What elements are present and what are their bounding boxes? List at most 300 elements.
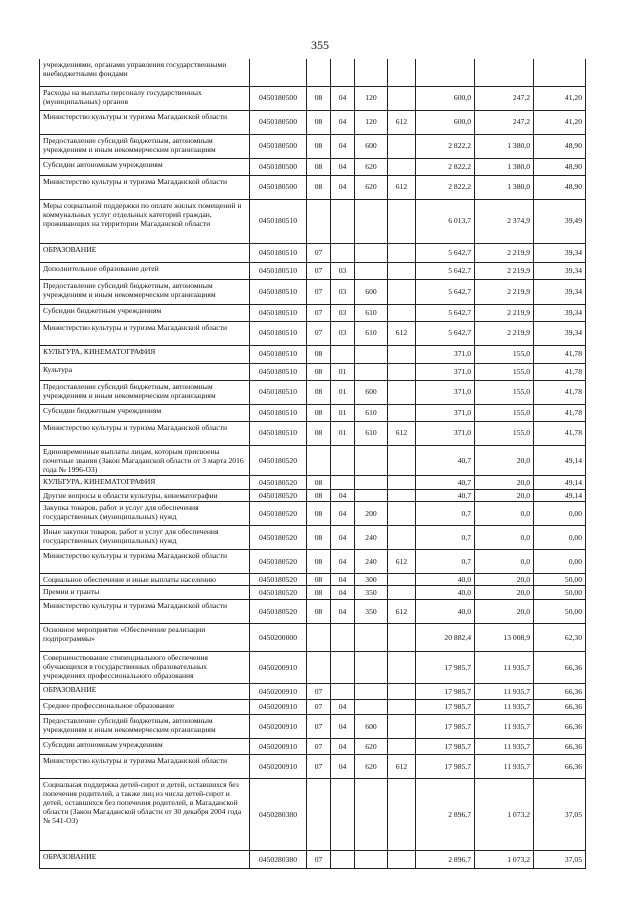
table-row: [40, 158, 586, 175]
cell-sub: 04: [331, 715, 355, 739]
cell-adm: [388, 715, 416, 739]
cell-adm: [388, 304, 416, 321]
cell-plan: 600,0: [416, 86, 475, 110]
cell-csr: 0450180510: [250, 262, 307, 279]
cell-vr: 120: [355, 110, 388, 134]
cell-csr: 0450200910: [250, 700, 307, 715]
cell-name: Субсидии бюджетным учреждениям: [40, 404, 250, 421]
cell-vr: 600: [355, 134, 388, 158]
cell-adm: [388, 779, 416, 851]
cell-csr: 0450180520: [250, 445, 307, 475]
cell-vr: [355, 684, 388, 700]
cell-csr: 0450180510: [250, 380, 307, 404]
cell-csr: 0450180510: [250, 363, 307, 380]
table-row: [40, 110, 586, 134]
cell-vr: [355, 851, 388, 869]
cell-sec: 08: [307, 573, 331, 585]
cell-csr: 0450180500: [250, 110, 307, 134]
cell-exec: 11 935,7: [475, 755, 534, 779]
cell-exec: 2 219,9: [475, 321, 534, 345]
cell-vr: 200: [355, 501, 388, 525]
cell-pct: 0,00: [534, 525, 586, 549]
cell-plan: 17 985,7: [416, 739, 475, 755]
cell-exec: 20,0: [475, 445, 534, 475]
cell-plan: 371,0: [416, 363, 475, 380]
cell-sub: 04: [331, 110, 355, 134]
cell-csr: 0450200910: [250, 715, 307, 739]
cell-csr: [250, 59, 307, 86]
cell-adm: 612: [388, 175, 416, 199]
cell-vr: 610: [355, 304, 388, 321]
cell-adm: [388, 86, 416, 110]
cell-name: Министерство культуры и туризма Магаданской области: [40, 175, 250, 199]
table-row: [40, 624, 586, 652]
cell-name: КУЛЬТУРА, КИНЕМАТОГРАФИЯ: [40, 475, 250, 489]
cell-sub: 01: [331, 404, 355, 421]
cell-pct: 39,34: [534, 262, 586, 279]
cell-csr: 0450180520: [250, 600, 307, 624]
cell-vr: [355, 345, 388, 363]
cell-exec: 247,2: [475, 86, 534, 110]
cell-pct: 48,90: [534, 134, 586, 158]
cell-sec: 08: [307, 404, 331, 421]
cell-pct: 66,36: [534, 652, 586, 684]
cell-sec: 08: [307, 421, 331, 445]
cell-adm: 612: [388, 600, 416, 624]
cell-plan: 5 642,7: [416, 321, 475, 345]
cell-csr: 0450180510: [250, 421, 307, 445]
cell-sec: 08: [307, 134, 331, 158]
table-row: [40, 851, 586, 869]
cell-adm: [388, 158, 416, 175]
cell-csr: 0450180510: [250, 345, 307, 363]
cell-csr: 0450180520: [250, 549, 307, 573]
table-row: [40, 475, 586, 489]
cell-name: Предоставление субсидий бюджетным, автономным учреждениям и иным некоммерческим организациям: [40, 134, 250, 158]
table-row: [40, 345, 586, 363]
cell-sub: 04: [331, 739, 355, 755]
cell-adm: [388, 851, 416, 869]
cell-sec: 08: [307, 110, 331, 134]
budget-table: [39, 59, 586, 869]
cell-adm: [388, 134, 416, 158]
cell-adm: 612: [388, 110, 416, 134]
cell-pct: 41,78: [534, 380, 586, 404]
cell-adm: [388, 573, 416, 585]
cell-exec: 2 219,9: [475, 243, 534, 262]
cell-name: Социальное обеспечение и иные выплаты населению: [40, 573, 250, 585]
cell-adm: [388, 475, 416, 489]
cell-exec: 1 380,0: [475, 175, 534, 199]
cell-adm: [388, 59, 416, 86]
cell-name: Премии и гранты: [40, 586, 250, 600]
table-row: [40, 700, 586, 715]
cell-exec: 11 935,7: [475, 652, 534, 684]
cell-vr: [355, 59, 388, 86]
table-row: [40, 755, 586, 779]
cell-sub: 04: [331, 175, 355, 199]
cell-exec: 2 219,9: [475, 262, 534, 279]
cell-csr: 0450180510: [250, 243, 307, 262]
cell-vr: [355, 779, 388, 851]
cell-name: Предоставление субсидий бюджетным, автономным учреждениям и иным некоммерческим организациям: [40, 715, 250, 739]
cell-name: ОБРАЗОВАНИЕ: [40, 851, 250, 869]
table-row: [40, 715, 586, 739]
cell-pct: 48,90: [534, 158, 586, 175]
cell-adm: [388, 199, 416, 243]
cell-plan: 5 642,7: [416, 243, 475, 262]
cell-sub: [331, 652, 355, 684]
cell-pct: 41,78: [534, 345, 586, 363]
page-number: 355: [311, 38, 329, 52]
cell-sec: 07: [307, 262, 331, 279]
cell-pct: 41,20: [534, 110, 586, 134]
cell-exec: 155,0: [475, 404, 534, 421]
cell-exec: 20,0: [475, 586, 534, 600]
cell-exec: 0,0: [475, 549, 534, 573]
cell-name: Субсидии автономным учреждениям: [40, 158, 250, 175]
cell-sec: 08: [307, 489, 331, 501]
cell-vr: 350: [355, 586, 388, 600]
cell-exec: 0,0: [475, 525, 534, 549]
table-row: [40, 445, 586, 475]
cell-sub: 04: [331, 501, 355, 525]
cell-sub: 03: [331, 304, 355, 321]
cell-name: Дополнительное образование детей: [40, 262, 250, 279]
cell-vr: [355, 624, 388, 652]
cell-adm: 612: [388, 549, 416, 573]
cell-name: Предоставление субсидий бюджетным, автономным учреждениям и иным некоммерческим организациям: [40, 279, 250, 304]
cell-sec: 07: [307, 684, 331, 700]
cell-sec: 07: [307, 700, 331, 715]
cell-plan: 0,7: [416, 549, 475, 573]
cell-name: Субсидии автономным учреждениям: [40, 739, 250, 755]
cell-name: ОБРАЗОВАНИЕ: [40, 243, 250, 262]
cell-name: Совершенствование стипендиального обеспечения обучающихся в государственных образовательных учреждениях профессионального образования: [40, 652, 250, 684]
cell-vr: [355, 445, 388, 475]
cell-sub: [331, 851, 355, 869]
cell-vr: [355, 262, 388, 279]
cell-sub: 04: [331, 134, 355, 158]
cell-sub: [331, 779, 355, 851]
cell-exec: 1 380,0: [475, 158, 534, 175]
cell-vr: 620: [355, 175, 388, 199]
cell-sub: [331, 199, 355, 243]
cell-plan: 20 882,4: [416, 624, 475, 652]
cell-plan: 371,0: [416, 421, 475, 445]
cell-adm: [388, 380, 416, 404]
cell-adm: [388, 404, 416, 421]
table-row: [40, 134, 586, 158]
cell-pct: 39,49: [534, 199, 586, 243]
table-row: [40, 525, 586, 549]
cell-csr: 0450180500: [250, 175, 307, 199]
table-row: [40, 321, 586, 345]
cell-vr: 350: [355, 600, 388, 624]
table-row: [40, 59, 586, 86]
table-row: [40, 684, 586, 700]
cell-sub: [331, 684, 355, 700]
cell-vr: [355, 700, 388, 715]
cell-exec: 11 935,7: [475, 700, 534, 715]
cell-vr: 620: [355, 755, 388, 779]
cell-exec: 20,0: [475, 489, 534, 501]
cell-csr: 0450180520: [250, 475, 307, 489]
cell-vr: 300: [355, 573, 388, 585]
cell-exec: 1 073,2: [475, 779, 534, 851]
cell-csr: 0450200000: [250, 624, 307, 652]
cell-pct: 0,00: [534, 549, 586, 573]
table-row: [40, 586, 586, 600]
cell-sub: 04: [331, 586, 355, 600]
cell-vr: [355, 363, 388, 380]
cell-name: Меры социальной поддержки по оплате жилых помещений и коммунальных услуг отдельных категорий граждан, проживающих на территории Магаданской области: [40, 199, 250, 243]
cell-sec: 07: [307, 755, 331, 779]
cell-adm: [388, 586, 416, 600]
cell-adm: 612: [388, 421, 416, 445]
cell-csr: 0450180520: [250, 573, 307, 585]
cell-sec: 07: [307, 304, 331, 321]
cell-csr: 0450200910: [250, 739, 307, 755]
table-row: [40, 779, 586, 851]
cell-plan: 6 013,7: [416, 199, 475, 243]
cell-sec: 08: [307, 363, 331, 380]
cell-sec: 08: [307, 86, 331, 110]
table-row: [40, 279, 586, 304]
cell-csr: 0450280380: [250, 779, 307, 851]
cell-csr: 0450180520: [250, 525, 307, 549]
cell-sub: 04: [331, 525, 355, 549]
cell-adm: [388, 684, 416, 700]
cell-plan: 5 642,7: [416, 262, 475, 279]
cell-sec: 08: [307, 475, 331, 489]
cell-adm: [388, 739, 416, 755]
cell-exec: 11 935,7: [475, 684, 534, 700]
cell-vr: 600: [355, 279, 388, 304]
cell-sec: 07: [307, 321, 331, 345]
cell-sub: [331, 243, 355, 262]
cell-pct: 50,00: [534, 600, 586, 624]
cell-pct: 39,34: [534, 321, 586, 345]
cell-pct: 39,34: [534, 304, 586, 321]
cell-adm: [388, 279, 416, 304]
cell-plan: 40,7: [416, 445, 475, 475]
cell-sub: 01: [331, 363, 355, 380]
cell-adm: [388, 489, 416, 501]
cell-exec: 1 073,2: [475, 851, 534, 869]
cell-vr: [355, 652, 388, 684]
cell-sec: [307, 624, 331, 652]
table-row: [40, 573, 586, 585]
cell-pct: 37,05: [534, 779, 586, 851]
cell-sec: 07: [307, 243, 331, 262]
table-row: [40, 199, 586, 243]
cell-adm: [388, 262, 416, 279]
cell-exec: 2 219,9: [475, 279, 534, 304]
cell-sub: 04: [331, 755, 355, 779]
cell-name: Министерство культуры и туризма Магаданской области: [40, 755, 250, 779]
cell-sec: 07: [307, 739, 331, 755]
cell-name: Закупка товаров, работ и услуг для обеспечения государственных (муниципальных) нужд: [40, 501, 250, 525]
cell-sec: 08: [307, 380, 331, 404]
table-row: [40, 404, 586, 421]
cell-pct: 66,36: [534, 739, 586, 755]
cell-plan: 371,0: [416, 404, 475, 421]
cell-sec: 08: [307, 158, 331, 175]
cell-plan: 40,0: [416, 586, 475, 600]
cell-plan: 2 822,2: [416, 175, 475, 199]
cell-adm: 612: [388, 755, 416, 779]
cell-sec: 08: [307, 175, 331, 199]
cell-name: Министерство культуры и туризма Магаданской области: [40, 110, 250, 134]
cell-adm: [388, 652, 416, 684]
cell-pct: 66,36: [534, 684, 586, 700]
cell-plan: 17 985,7: [416, 700, 475, 715]
cell-vr: 620: [355, 158, 388, 175]
cell-csr: 0450180520: [250, 501, 307, 525]
cell-name: Среднее профессиональное образование: [40, 700, 250, 715]
cell-vr: 240: [355, 525, 388, 549]
cell-csr: 0450180500: [250, 86, 307, 110]
cell-exec: 155,0: [475, 380, 534, 404]
cell-plan: 40,7: [416, 475, 475, 489]
cell-vr: 240: [355, 549, 388, 573]
cell-exec: 1 380,0: [475, 134, 534, 158]
cell-name: Субсидии бюджетным учреждениям: [40, 304, 250, 321]
cell-name: Министерство культуры и туризма Магаданской области: [40, 549, 250, 573]
cell-vr: [355, 475, 388, 489]
cell-vr: 610: [355, 321, 388, 345]
table-row: [40, 600, 586, 624]
cell-plan: 17 985,7: [416, 684, 475, 700]
cell-sub: 04: [331, 489, 355, 501]
cell-pct: 0,00: [534, 501, 586, 525]
cell-name: Другие вопросы в области культуры, кинематографии: [40, 489, 250, 501]
table-row: [40, 86, 586, 110]
cell-exec: 20,0: [475, 475, 534, 489]
cell-pct: 41,78: [534, 363, 586, 380]
cell-sub: 03: [331, 279, 355, 304]
cell-pct: 49,14: [534, 475, 586, 489]
cell-sub: [331, 475, 355, 489]
cell-sec: 07: [307, 851, 331, 869]
cell-pct: 41,20: [534, 86, 586, 110]
cell-plan: 0,7: [416, 525, 475, 549]
table-row: [40, 262, 586, 279]
table-row: [40, 304, 586, 321]
cell-sec: [307, 652, 331, 684]
cell-sec: 08: [307, 345, 331, 363]
cell-csr: 0450200910: [250, 755, 307, 779]
cell-plan: 40,0: [416, 600, 475, 624]
table-row: [40, 243, 586, 262]
cell-exec: [475, 59, 534, 86]
cell-pct: 41,78: [534, 404, 586, 421]
cell-plan: 40,0: [416, 573, 475, 585]
cell-exec: 247,2: [475, 110, 534, 134]
table-row: [40, 739, 586, 755]
cell-sub: 04: [331, 549, 355, 573]
cell-sec: 08: [307, 586, 331, 600]
cell-exec: 20,0: [475, 600, 534, 624]
cell-pct: 50,00: [534, 573, 586, 585]
cell-sec: 08: [307, 525, 331, 549]
cell-csr: 0450180510: [250, 304, 307, 321]
cell-vr: 610: [355, 404, 388, 421]
cell-vr: 620: [355, 739, 388, 755]
cell-csr: 0450180500: [250, 158, 307, 175]
cell-adm: 612: [388, 321, 416, 345]
cell-pct: 41,78: [534, 421, 586, 445]
cell-plan: 17 985,7: [416, 652, 475, 684]
cell-name: Иные закупки товаров, работ и услуг для обеспечения государственных (муниципальных) нужд: [40, 525, 250, 549]
cell-exec: 155,0: [475, 345, 534, 363]
cell-plan: 17 985,7: [416, 755, 475, 779]
cell-pct: 37,05: [534, 851, 586, 869]
table-row: [40, 501, 586, 525]
table-row: [40, 421, 586, 445]
cell-vr: 600: [355, 715, 388, 739]
cell-exec: 20,0: [475, 573, 534, 585]
cell-plan: 2 896,7: [416, 779, 475, 851]
cell-plan: 40,7: [416, 489, 475, 501]
cell-pct: [534, 59, 586, 86]
cell-name: Министерство культуры и туризма Магаданской области: [40, 321, 250, 345]
cell-pct: 66,36: [534, 715, 586, 739]
cell-csr: 0450180510: [250, 404, 307, 421]
cell-sub: 04: [331, 573, 355, 585]
cell-sub: 04: [331, 158, 355, 175]
cell-sub: 04: [331, 86, 355, 110]
cell-vr: 600: [355, 380, 388, 404]
cell-pct: 48,90: [534, 175, 586, 199]
cell-name: Расходы на выплаты персоналу государственных (муниципальных) органов: [40, 86, 250, 110]
cell-name: Культура: [40, 363, 250, 380]
cell-csr: 0450180500: [250, 134, 307, 158]
cell-sub: [331, 445, 355, 475]
cell-plan: 2 822,2: [416, 134, 475, 158]
cell-name: Единовременные выплаты лицам, которым присвоены почетные звания (Закон Магаданской области от 3 марта 2016 года № 1996-ОЗ): [40, 445, 250, 475]
cell-sub: [331, 59, 355, 86]
cell-pct: 39,34: [534, 243, 586, 262]
cell-vr: 610: [355, 421, 388, 445]
table-row: [40, 489, 586, 501]
cell-pct: 66,36: [534, 700, 586, 715]
cell-adm: [388, 345, 416, 363]
cell-vr: 120: [355, 86, 388, 110]
cell-csr: 0450180510: [250, 279, 307, 304]
cell-csr: 0450180520: [250, 489, 307, 501]
cell-plan: 2 822,2: [416, 158, 475, 175]
cell-adm: [388, 525, 416, 549]
cell-sub: 01: [331, 421, 355, 445]
cell-adm: [388, 700, 416, 715]
table-row: [40, 549, 586, 573]
table-row: [40, 175, 586, 199]
cell-exec: 155,0: [475, 421, 534, 445]
cell-adm: [388, 501, 416, 525]
cell-name: Министерство культуры и туризма Магаданской области: [40, 421, 250, 445]
cell-adm: [388, 624, 416, 652]
cell-sec: 08: [307, 600, 331, 624]
table-row: [40, 380, 586, 404]
cell-name: Основное мероприятие «Обеспечение реализации подпрограммы»: [40, 624, 250, 652]
cell-sec: [307, 445, 331, 475]
cell-sub: 04: [331, 600, 355, 624]
cell-pct: 39,34: [534, 279, 586, 304]
cell-csr: 0450180520: [250, 586, 307, 600]
cell-sub: [331, 624, 355, 652]
